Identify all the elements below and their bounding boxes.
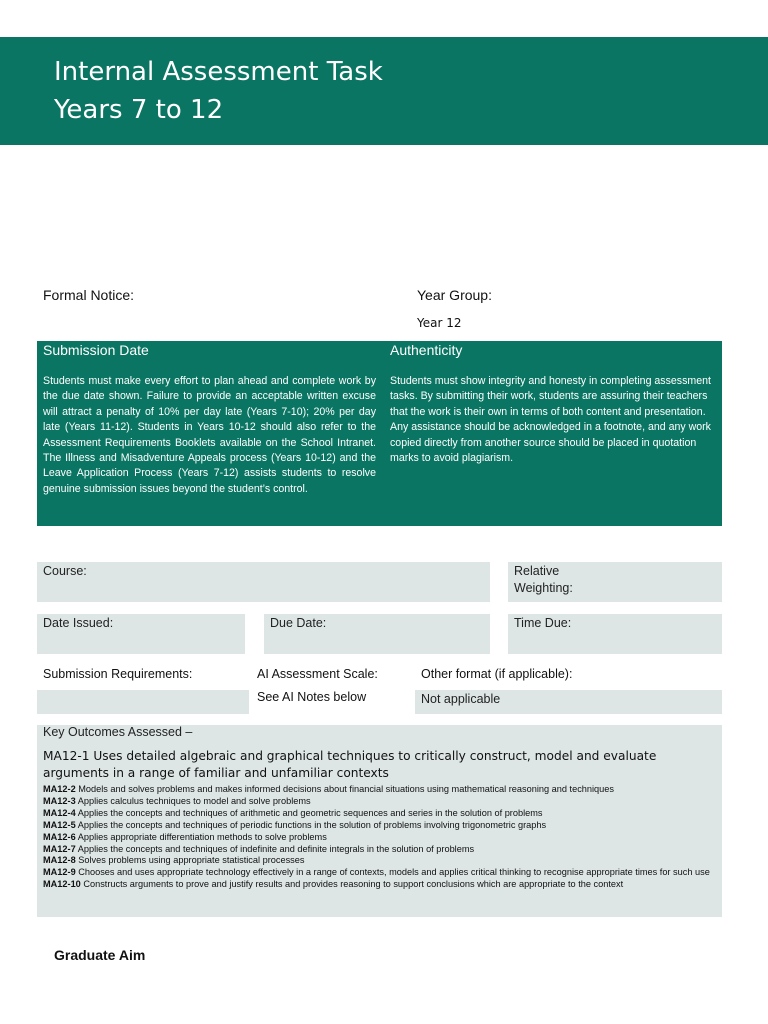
- year-group-value: Year 12: [417, 316, 462, 330]
- submission-requirements-label: Submission Requirements:: [43, 667, 193, 681]
- key-outcomes-heading: Key Outcomes Assessed –: [43, 725, 193, 739]
- key-outcome-main: MA12-1 Uses detailed algebraic and graphical techniques to critically construct, model and evaluate arguments in a range of familiar and unfamiliar contexts: [43, 749, 657, 780]
- relative-weighting-label-2: Weighting:: [514, 581, 573, 595]
- ai-scale-label: AI Assessment Scale:: [257, 667, 378, 681]
- formal-notice-label: Formal Notice:: [43, 287, 135, 303]
- outcome-item: MA12-4 Applies the concepts and techniques of arithmetic and geometric sequences and series in the solution of problems: [43, 807, 543, 818]
- notice-panel: [37, 341, 722, 526]
- relative-weighting-field[interactable]: [508, 562, 722, 602]
- page-subtitle: Years 7 to 12: [54, 95, 224, 125]
- graduate-aim-heading: Graduate Aim: [54, 947, 146, 963]
- outcome-item: MA12-7 Applies the concepts and techniques of indefinite and definite integrals in the solution of problems: [43, 843, 475, 854]
- ai-scale-value: See AI Notes below: [257, 690, 367, 704]
- date-issued-label: Date Issued:: [43, 616, 114, 630]
- outcome-item: MA12-10 Constructs arguments to prove and justify results and provides reasoning to support conclusions which are appropriate to the context: [43, 879, 624, 890]
- authenticity-heading: Authenticity: [390, 342, 463, 358]
- submission-date-text: Students must make every effort to plan ahead and complete work by the due date shown. Failure to provide an acceptable written excuse will attract a penalty of 10% per day late (Years 7-10); 20% per day late (Years 11-12). Students in Years 10-12 should also refer to the Assessment Requirements Booklets available on the School Intranet. The Illness and Misadventure Appeals process (Years 10-12) and the Leave Application Process (Years 7-12) assists students to resolve genuine submission issues beyond the student’s control.: [43, 375, 376, 495]
- other-format-label: Other format (if applicable):: [421, 667, 573, 681]
- header-banner: [0, 37, 768, 145]
- time-due-label: Time Due:: [514, 616, 572, 630]
- submission-date-heading: Submission Date: [43, 342, 149, 358]
- outcome-item: MA12-2 Models and solves problems and makes informed decisions about financial situations using mathematical reasoning and techniques: [43, 784, 614, 794]
- course-field[interactable]: [37, 562, 490, 602]
- outcome-item: MA12-6 Applies appropriate differentiation methods to solve problems: [43, 831, 327, 842]
- course-label: Course:: [43, 564, 87, 578]
- time-due-field[interactable]: [508, 614, 722, 654]
- relative-weighting-label-1: Relative: [514, 564, 560, 578]
- outcome-item: MA12-3 Applies calculus techniques to model and solve problems: [43, 795, 311, 806]
- outcome-item: MA12-5 Applies the concepts and techniques of periodic functions in the solution of problems involving trigonometric graphs: [43, 819, 547, 830]
- key-outcomes-panel: [37, 725, 722, 917]
- outcome-item: MA12-8 Solves problems using appropriate statistical processes: [43, 855, 305, 866]
- year-group-label: Year Group:: [417, 287, 492, 303]
- submission-requirements-field[interactable]: [37, 690, 249, 714]
- page-title: Internal Assessment Task: [54, 57, 383, 87]
- other-format-value: Not applicable: [421, 692, 501, 706]
- authenticity-text: Students must show integrity and honesty in completing assessment tasks. By submitting their work, students are assuring their teachers that the work is their own in terms of both content and presentation. Any assistance should be acknowledged in a footnote, and any work copied directly from another source should be placed in quotation marks to avoid plagiarism.: [390, 375, 711, 465]
- date-issued-field[interactable]: [37, 614, 245, 654]
- other-format-field[interactable]: [415, 690, 722, 714]
- due-date-field[interactable]: [264, 614, 490, 654]
- due-date-label: Due Date:: [270, 616, 327, 630]
- key-outcomes-list: [43, 784, 715, 891]
- outcome-item: MA12-9 Chooses and uses appropriate technology effectively in a range of contexts, models and applies critical thinking to recognise appropriate times for such use: [43, 867, 710, 878]
